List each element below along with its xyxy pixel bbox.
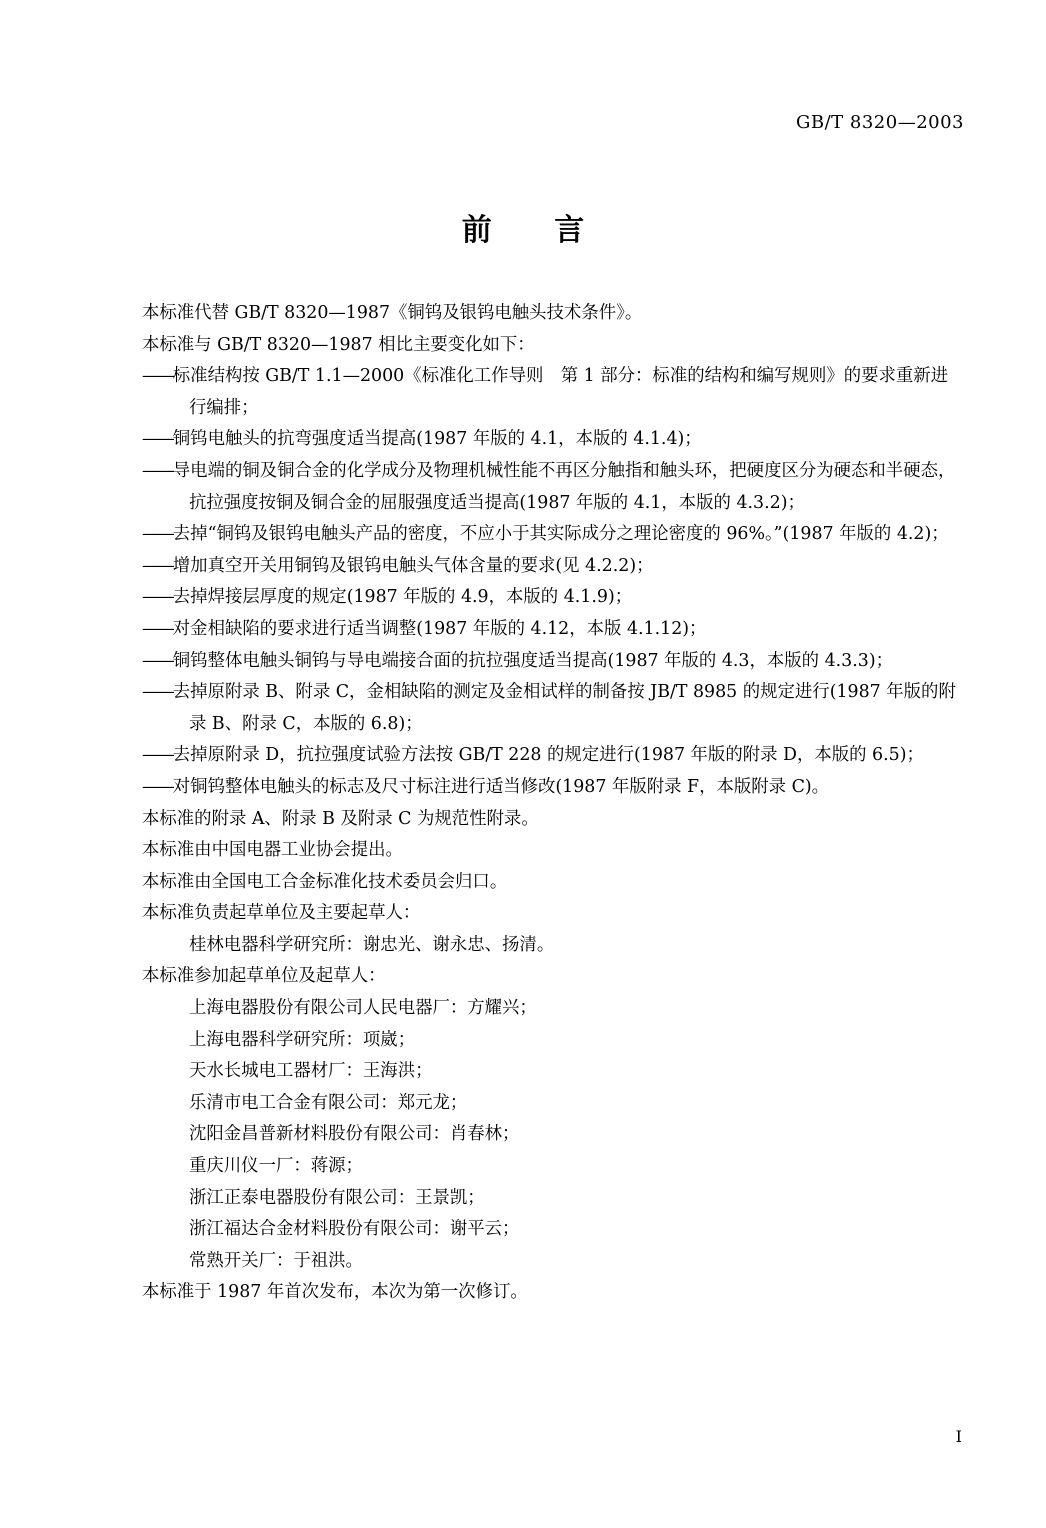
participant-item: 浙江福达合金材料股份有限公司：谢平云； (189, 1219, 520, 1240)
change-item-text: 铜钨电触头的抗弯强度适当提高(1987 年版的 4.1，本版的 4.1.4)； (172, 429, 702, 450)
change-item-text: 去掉原附录 D，抗拉强度试验方法按 GB/T 228 的规定进行(1987 年版的附录 D，本版的 6.5)； (172, 745, 924, 766)
participant-item: 乐清市电工合金有限公司：郑元龙； (189, 1092, 468, 1113)
dash-marker: —— (142, 745, 173, 766)
change-item (142, 519, 962, 551)
participant-item: 常熟开关厂：于祖洪。 (189, 1250, 363, 1271)
participant-item: 天水长城电工器材厂：王海洪； (189, 1061, 433, 1082)
dash-marker: —— (142, 650, 173, 671)
change-item (142, 740, 962, 772)
change-item (142, 582, 962, 614)
change-item (142, 614, 962, 646)
page-number: Ⅰ (955, 1427, 962, 1446)
change-item-text: 标准结构按 GB/T 1.1—2000《标准化工作导则 第 1 部分：标准的结构和编写规则》的要求重新进行编排； (172, 366, 949, 418)
foreword-intro-line: 本标准与 GB/T 8320—1987 相比主要变化如下： (142, 334, 535, 355)
change-item-text: 去掉“铜钨及银钨电触头产品的密度，不应小于其实际成分之理论密度的 96%。”(1987 年版的 4.2)； (172, 524, 949, 545)
participant-item: 浙江正泰电器股份有限公司：王景凯； (189, 1187, 485, 1208)
foreword-note: 本标准负责起草单位及主要起草人： (142, 903, 421, 924)
change-item (142, 424, 962, 456)
dash-marker: —— (142, 524, 173, 545)
participant-item: 上海电器科学研究所：项崴； (189, 1029, 416, 1050)
change-item-text: 去掉原附录 B、附录 C，金相缺陷的测定及金相试样的制备按 JB/T 8985 的规定进行(1987 年版的附录 B、附录 C，本版的 6.8)； (172, 682, 956, 734)
change-item (142, 361, 962, 424)
foreword-note: 本标准的附录 A、附录 B 及附录 C 为规范性附录。 (142, 808, 539, 829)
page-title: 前 言 (461, 213, 611, 248)
dash-marker: —— (142, 460, 173, 481)
dash-marker: —— (142, 776, 173, 797)
dash-marker: —— (142, 366, 173, 387)
participants-label: 本标准参加起草单位及起草人： (142, 966, 386, 987)
foreword-intro-line: 本标准代替 GB/T 8320—1987《铜钨及银钨电触头技术条件》。 (142, 303, 643, 323)
foreword-note: 本标准由全国电工合金标准化技术委员会归口。 (142, 871, 508, 892)
change-item (142, 456, 962, 519)
change-item (142, 772, 962, 804)
participant-item: 上海电器股份有限公司人民电器厂：方耀兴； (189, 998, 537, 1019)
main-drafter-item: 桂林电器科学研究所：谢忠光、谢永忠、扬清。 (189, 934, 555, 955)
participant-item: 重庆川仪一厂：蒋源； (189, 1156, 363, 1177)
change-item-text: 对金相缺陷的要求进行适当调整(1987 年版的 4.12，本版 4.1.12)； (172, 618, 707, 639)
page-header-standard-code: GB/T 8320—2003 (795, 112, 964, 133)
change-item-text: 导电端的铜及铜合金的化学成分及物理机械性能不再区分触指和触头环，把硬度区分为硬态和半硬态，抗拉强度按铜及铜合金的屈服强度适当提高(1987 年版的 4.1，本版的 4.3.2)； (172, 460, 956, 513)
change-item-text: 增加真空开关用铜钨及银钨电触头气体含量的要求(见 4.2.2)； (172, 555, 654, 576)
dash-marker: —— (142, 618, 173, 639)
change-item (142, 677, 962, 740)
foreword-body (142, 298, 962, 1309)
change-item (142, 551, 962, 583)
foreword-closing: 本标准于 1987 年首次发布，本次为第一次修订。 (142, 1282, 528, 1303)
foreword-note: 本标准由中国电器工业协会提出。 (142, 840, 403, 861)
dash-marker: —— (142, 682, 173, 703)
change-item-text: 去掉焊接层厚度的规定(1987 年版的 4.9，本版的 4.1.9)； (172, 587, 633, 608)
dash-marker: —— (142, 555, 173, 576)
change-item-text: 铜钨整体电触头铜钨与导电端接合面的抗拉强度适当提高(1987 年版的 4.3，本版的 4.3.3)； (172, 650, 893, 671)
change-item (142, 646, 962, 678)
participant-item: 沈阳金昌普新材料股份有限公司：肖春林； (189, 1124, 520, 1145)
dash-marker: —— (142, 429, 173, 450)
change-item-text: 对铜钨整体电触头的标志及尺寸标注进行适当修改(1987 年版附录 F，本版附录 C)。 (172, 776, 830, 797)
dash-marker: —— (142, 587, 173, 608)
